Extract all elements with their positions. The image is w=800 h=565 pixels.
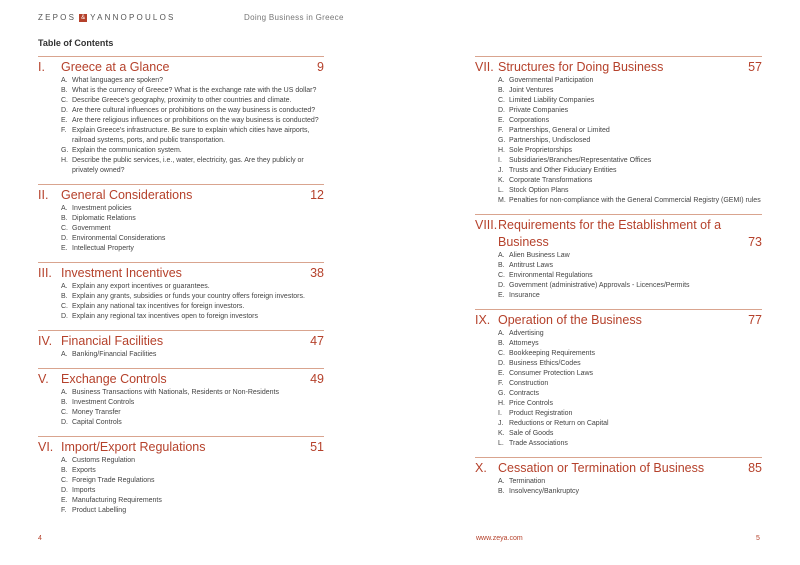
item-letter: E.	[61, 497, 68, 504]
toc-item[interactable]	[498, 477, 762, 487]
section-title: General Considerations	[61, 188, 193, 202]
item-text: Customs Regulation	[72, 457, 136, 464]
item-text: What languages are spoken?	[72, 77, 164, 84]
item-text: Attorneys	[509, 340, 539, 347]
item-text: Termination	[509, 478, 546, 485]
item-letter: A.	[61, 457, 68, 464]
item-text: Explain any regional tax incentives open to foreign investors	[72, 313, 258, 320]
section-page-number: 73	[748, 235, 762, 249]
toc-item[interactable]	[498, 116, 762, 126]
toc-item[interactable]	[61, 76, 324, 86]
section-title: Cessation or Termination of Business	[498, 461, 705, 475]
section-page-number: 49	[310, 372, 324, 386]
item-text: Limited Liability Companies	[509, 97, 595, 104]
section-divider	[38, 368, 324, 369]
toc-item[interactable]	[61, 214, 324, 224]
toc-item[interactable]	[498, 156, 762, 166]
toc-item[interactable]	[498, 96, 762, 106]
item-text: Describe Greece's geography, proximity to other countries and climate.	[72, 97, 292, 104]
item-text: Explain the communication system.	[72, 147, 182, 154]
toc-section	[38, 330, 324, 360]
toc-item[interactable]	[61, 408, 324, 418]
item-text: What is the currency of Greece? What is the exchange rate with the US dollar?	[72, 87, 317, 94]
section-numeral: VI.	[38, 440, 54, 454]
toc-item[interactable]	[498, 339, 762, 349]
footer-url-link[interactable]: www.zeya.com	[476, 535, 523, 542]
section-numeral: III.	[38, 266, 52, 280]
item-text: Sale of Goods	[509, 430, 554, 437]
toc-item[interactable]	[498, 126, 762, 136]
section-page-number: 9	[317, 60, 324, 74]
toc-item[interactable]	[498, 487, 762, 497]
brand-logo	[38, 13, 176, 22]
item-text: Explain any grants, subsidies or funds your country offers foreign investors.	[72, 293, 305, 300]
item-text: Contracts	[509, 390, 539, 397]
item-letter: L.	[498, 187, 504, 194]
item-text: Business Transactions with Nationals, Residents or Non-Residents	[72, 389, 279, 396]
toc-item[interactable]	[498, 281, 762, 291]
page-number-right: 5	[756, 535, 760, 542]
toc-item[interactable]	[61, 224, 324, 234]
item-letter: C.	[61, 97, 68, 104]
section-page-number: 57	[748, 60, 762, 74]
item-text: Describe the public services, i.e., water, electricity, gas. Are they publicly or privately owned?	[72, 157, 304, 174]
item-text: Product Labelling	[72, 507, 127, 514]
item-letter: C.	[498, 272, 505, 279]
section-divider	[475, 214, 762, 215]
section-title: Financial Facilities	[61, 334, 164, 348]
toc-item[interactable]	[498, 429, 762, 439]
item-letter: F.	[498, 127, 504, 134]
toc-item[interactable]	[498, 409, 762, 419]
item-text: Government (administrative) Approvals - Licences/Permits	[509, 282, 690, 289]
item-text: Sole Proprietorships	[509, 147, 573, 154]
toc-item[interactable]	[61, 86, 324, 96]
item-text: Diplomatic Relations	[72, 215, 136, 222]
item-letter: D.	[498, 360, 505, 367]
toc-item[interactable]	[61, 418, 324, 428]
item-text: Corporations	[509, 117, 550, 124]
section-page-number: 85	[748, 461, 762, 475]
toc-item[interactable]	[61, 486, 324, 496]
item-text: Antitrust Laws	[509, 262, 553, 269]
item-text: Explain any national tax incentives for foreign investors.	[72, 303, 245, 310]
item-letter: H.	[61, 157, 68, 164]
item-text: Are there cultural influences or prohibitions on the way business is conducted?	[72, 107, 316, 114]
item-text: Money Transfer	[72, 409, 121, 416]
item-letter: D.	[61, 313, 68, 320]
item-text: Consumer Protection Laws	[509, 370, 594, 377]
section-item-list	[38, 76, 324, 176]
item-text: Stock Option Plans	[509, 187, 569, 194]
item-letter: I.	[498, 410, 502, 417]
section-title: Operation of the Business	[498, 313, 642, 327]
item-letter: K.	[498, 430, 505, 437]
section-page-number: 47	[310, 334, 324, 348]
toc-section	[475, 214, 762, 301]
item-text: Partnerships, Undisclosed	[509, 137, 591, 144]
item-letter: K.	[498, 177, 505, 184]
item-letter: C.	[61, 477, 68, 484]
item-text: Investment Controls	[72, 399, 135, 406]
item-letter: B.	[61, 87, 68, 94]
item-text: Subsidiaries/Branches/Representative Offices	[509, 157, 652, 164]
toc-item[interactable]	[61, 106, 324, 116]
section-heading[interactable]	[475, 217, 762, 251]
item-letter: B.	[498, 87, 505, 94]
item-letter: A.	[61, 351, 68, 358]
toc-section	[38, 56, 324, 176]
item-text: Partnerships, General or Limited	[509, 127, 610, 134]
item-text: Exports	[72, 467, 96, 474]
section-page-number: 51	[310, 440, 324, 454]
toc-item[interactable]	[498, 196, 762, 206]
toc-item[interactable]	[498, 136, 762, 146]
toc-section	[475, 457, 762, 497]
item-letter: C.	[498, 350, 505, 357]
item-text: Price Controls	[509, 400, 553, 407]
item-letter: E.	[498, 370, 505, 377]
item-text: Investment policies	[72, 205, 132, 212]
toc-item[interactable]	[498, 251, 762, 261]
toc-item[interactable]	[498, 419, 762, 429]
toc-item[interactable]	[61, 398, 324, 408]
item-text: Insolvency/Bankruptcy	[509, 488, 580, 495]
section-heading[interactable]	[475, 59, 762, 76]
brand-mark: &	[81, 14, 86, 21]
toc-item[interactable]	[498, 86, 762, 96]
section-heading[interactable]	[38, 265, 324, 282]
toc-section	[38, 436, 324, 516]
section-heading[interactable]	[475, 312, 762, 329]
toc-section	[475, 309, 762, 449]
section-title: Investment Incentives	[61, 266, 182, 280]
toc-item[interactable]	[61, 244, 324, 254]
item-letter: C.	[61, 409, 68, 416]
toc-section	[38, 368, 324, 428]
item-letter: M.	[498, 197, 506, 204]
item-letter: I.	[498, 157, 502, 164]
toc-section	[38, 184, 324, 254]
toc-section	[475, 56, 762, 206]
toc-item[interactable]	[61, 312, 324, 322]
item-letter: B.	[61, 399, 68, 406]
section-title: Exchange Controls	[61, 372, 167, 386]
brand-name-right: YANNOPOULOS	[90, 13, 176, 22]
toc-item[interactable]	[498, 389, 762, 399]
item-text: Capital Controls	[72, 419, 122, 426]
item-text: Reductions or Return on Capital	[509, 420, 609, 427]
item-text: Imports	[72, 487, 96, 494]
item-letter: J.	[498, 167, 504, 174]
toc-item[interactable]	[61, 234, 324, 244]
item-text: Advertising	[509, 330, 544, 337]
item-text: Product Registration	[509, 410, 573, 417]
section-numeral: IX.	[475, 313, 491, 327]
section-divider	[475, 457, 762, 458]
item-text: Foreign Trade Regulations	[72, 477, 155, 484]
toc-item[interactable]	[61, 96, 324, 106]
toc-item[interactable]	[61, 476, 324, 486]
item-letter: G.	[498, 137, 506, 144]
toc-item[interactable]	[61, 506, 324, 516]
item-letter: E.	[498, 117, 505, 124]
section-heading[interactable]	[38, 187, 324, 204]
section-divider	[38, 436, 324, 437]
toc-item[interactable]	[61, 282, 324, 292]
section-item-list	[475, 329, 762, 449]
item-letter: D.	[498, 282, 505, 289]
item-letter: D.	[61, 235, 68, 242]
item-text: Insurance	[509, 292, 540, 299]
item-text: Are there religious influences or prohibitions on the way business is conducted?	[72, 117, 319, 124]
item-letter: A.	[61, 77, 68, 84]
item-letter: H.	[498, 400, 505, 407]
item-letter: D.	[61, 419, 68, 426]
section-divider	[38, 56, 324, 57]
item-text: Banking/Financial Facilities	[72, 351, 157, 358]
section-divider	[38, 184, 324, 185]
item-letter: E.	[61, 245, 68, 252]
item-letter: C.	[498, 97, 505, 104]
item-letter: J.	[498, 420, 504, 427]
toc-item[interactable]	[498, 166, 762, 176]
section-page-number: 12	[310, 188, 324, 202]
toc-item[interactable]	[498, 379, 762, 389]
item-text: Environmental Considerations	[72, 235, 166, 242]
toc-item[interactable]	[498, 349, 762, 359]
toc-item[interactable]	[498, 439, 762, 449]
item-letter: D.	[61, 107, 68, 114]
section-divider	[475, 309, 762, 310]
toc-item[interactable]	[498, 399, 762, 409]
section-page-number: 38	[310, 266, 324, 280]
item-letter: H.	[498, 147, 505, 154]
item-text: Private Companies	[509, 107, 569, 114]
item-text: Explain Greece's infrastructure. Be sure to explain which cities have airports, railroad systems, ports, and public transportation.	[72, 127, 310, 144]
section-divider	[38, 330, 324, 331]
item-text: Trusts and Other Fiduciary Entities	[509, 167, 617, 174]
item-letter: B.	[61, 293, 68, 300]
toc-item[interactable]	[61, 116, 324, 126]
section-divider	[38, 262, 324, 263]
section-item-list	[38, 204, 324, 254]
item-letter: B.	[61, 215, 68, 222]
toc-item[interactable]	[61, 466, 324, 476]
item-text: Environmental Regulations	[509, 272, 593, 279]
item-text: Corporate Transformations	[509, 177, 593, 184]
section-divider	[475, 56, 762, 57]
toc-item[interactable]	[498, 146, 762, 156]
toc-item[interactable]	[498, 329, 762, 339]
item-text: Manufacturing Requirements	[72, 497, 162, 504]
item-letter: D.	[498, 107, 505, 114]
toc-item[interactable]	[498, 261, 762, 271]
item-text: Penalties for non-compliance with the General Commercial Registry (GEMI) rules	[509, 197, 761, 204]
toc-section	[38, 262, 324, 322]
item-text: Intellectual Property	[72, 245, 134, 252]
item-letter: G.	[61, 147, 69, 154]
section-title: Import/Export Regulations	[61, 440, 206, 454]
item-letter: L.	[498, 440, 504, 447]
toc-item[interactable]	[61, 292, 324, 302]
section-item-list	[38, 282, 324, 322]
section-numeral: II.	[38, 188, 49, 202]
toc-item[interactable]	[498, 76, 762, 86]
section-item-list	[475, 76, 762, 206]
item-letter: B.	[498, 488, 505, 495]
toc-item[interactable]	[61, 388, 324, 398]
section-heading[interactable]	[38, 333, 324, 350]
toc-item[interactable]	[61, 204, 324, 214]
item-letter: A.	[498, 77, 505, 84]
section-item-list	[38, 350, 324, 360]
section-numeral: VIII.	[475, 218, 498, 232]
item-letter: C.	[61, 225, 68, 232]
toc-left-column	[38, 56, 324, 524]
toc-item[interactable]	[61, 302, 324, 312]
toc-item[interactable]	[61, 156, 324, 176]
toc-item[interactable]	[61, 146, 324, 156]
toc-right-column	[475, 56, 762, 505]
section-numeral: V.	[38, 372, 49, 386]
section-title: Requirements for the Establishment of a Business	[498, 218, 722, 249]
toc-item[interactable]	[498, 186, 762, 196]
toc-item[interactable]	[498, 271, 762, 281]
item-letter: C.	[61, 303, 68, 310]
item-text: Business Ethics/Codes	[509, 360, 581, 367]
section-heading[interactable]	[38, 59, 324, 76]
item-letter: B.	[498, 262, 505, 269]
item-letter: D.	[61, 487, 68, 494]
item-text: Joint Ventures	[509, 87, 554, 94]
item-letter: G.	[498, 390, 506, 397]
page-title: Table of Contents	[38, 38, 114, 48]
brand-name-left: ZEPOS	[38, 13, 77, 22]
section-item-list	[475, 477, 762, 497]
section-title: Greece at a Glance	[61, 60, 170, 74]
item-letter: A.	[61, 205, 68, 212]
item-letter: F.	[498, 380, 504, 387]
toc-item[interactable]	[498, 359, 762, 369]
section-page-number: 77	[748, 313, 762, 327]
section-item-list	[475, 251, 762, 301]
section-heading[interactable]	[38, 371, 324, 388]
item-letter: A.	[61, 283, 68, 290]
item-letter: A.	[498, 478, 505, 485]
toc-item[interactable]	[61, 496, 324, 506]
item-text: Bookkeeping Requirements	[509, 350, 595, 357]
section-item-list	[38, 456, 324, 516]
item-letter: B.	[61, 467, 68, 474]
item-letter: A.	[61, 389, 68, 396]
page-number-left: 4	[38, 535, 42, 542]
section-heading[interactable]	[475, 460, 762, 477]
section-heading[interactable]	[38, 439, 324, 456]
section-numeral: IV.	[38, 334, 53, 348]
item-letter: A.	[498, 330, 505, 337]
item-text: Construction	[509, 380, 549, 387]
item-text: Alien Business Law	[509, 252, 570, 259]
section-title: Structures for Doing Business	[498, 60, 664, 74]
item-letter: B.	[498, 340, 505, 347]
item-letter: A.	[498, 252, 505, 259]
item-text: Government	[72, 225, 111, 232]
item-letter: F.	[61, 507, 67, 514]
document-title: Doing Business in Greece	[244, 13, 344, 22]
item-text: Governmental Participation	[509, 77, 594, 84]
toc-item[interactable]	[498, 291, 762, 301]
toc-item[interactable]	[61, 350, 324, 360]
section-item-list	[38, 388, 324, 428]
toc-item[interactable]	[498, 176, 762, 186]
item-text: Trade Associations	[509, 440, 568, 447]
section-numeral: VII.	[475, 60, 494, 74]
toc-item[interactable]	[498, 369, 762, 379]
item-letter: E.	[498, 292, 505, 299]
section-numeral: X.	[475, 461, 487, 475]
section-numeral: I.	[38, 60, 45, 74]
item-letter: E.	[61, 117, 68, 124]
toc-item[interactable]	[498, 106, 762, 116]
toc-item[interactable]	[61, 126, 324, 146]
item-text: Explain any export incentives or guarantees.	[72, 283, 210, 290]
item-letter: F.	[61, 127, 67, 134]
toc-item[interactable]	[61, 456, 324, 466]
